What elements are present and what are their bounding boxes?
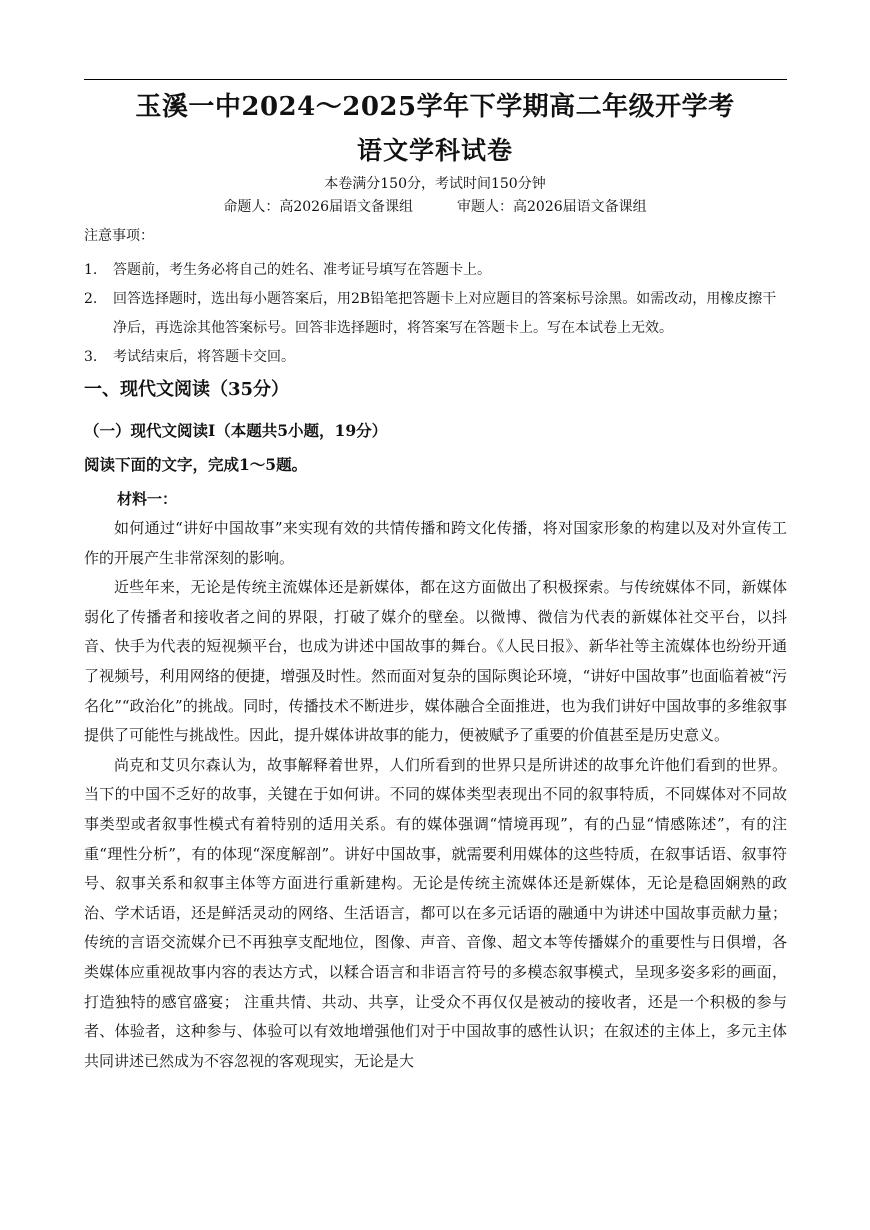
material-body — [84, 514, 787, 1076]
exam-subtitle: 语文学科试卷 — [356, 136, 513, 165]
author-line — [0, 197, 870, 217]
score-time-line: 本卷满分150分，考试时间150分钟 — [324, 176, 546, 192]
notice-item-text: 考试结束后，将答题卡交回。 — [113, 349, 295, 365]
reading-instruction: 阅读下面的文字，完成1～5题。 — [84, 455, 308, 474]
material-label: 材料一： — [117, 490, 178, 508]
section-heading: 一、现代文阅读（35分） — [84, 379, 290, 400]
exam-title: 玉溪一中2024～2025学年下学期高二年级开学考 — [135, 92, 735, 122]
notice-item-number: 2. — [84, 291, 98, 307]
notice-item-text: 答题前，考生务必将自己的姓名、准考证号填写在答题卡上。 — [113, 262, 491, 278]
top-rule — [84, 79, 787, 80]
subsection-heading: （一）现代文阅读Ⅰ（本题共5小题，19分） — [84, 421, 388, 440]
notice-title: 注意事项： — [84, 228, 154, 244]
notice-item — [84, 256, 790, 285]
setter-text: 命题人：高2026届语文备课组 — [223, 199, 413, 215]
notice-item — [84, 285, 790, 343]
body-paragraph: 如何通过“讲好中国故事”来实现有效的共情传播和跨文化传播，将对国家形象的构建以及对外宣传工作的开展产生非常深刻的影响。 — [84, 519, 787, 567]
notice-item-text: 回答选择题时，选出每小题答案后，用2B铅笔把答题卡上对应题目的答案标号涂黑。如需改动，用橡皮擦干净后，再选涂其他答案标号。回答非选择题时，将答案写在答题卡上。写在本试卷上无效。 — [113, 291, 777, 336]
notice-item-number: 1. — [84, 262, 98, 278]
notice-item — [84, 343, 790, 372]
notice-item-number: 3. — [84, 349, 98, 365]
body-paragraph: 近些年来，无论是传统主流媒体还是新媒体，都在这方面做出了积极探索。与传统媒体不同，新媒体弱化了传播者和接收者之间的界限，打破了媒介的壁垒。以微博、微信为代表的新媒体社交平台，以抖音、快手为代表的短视频平台，也成为讲述中国故事的舞台。《人民日报》、新华社等主流媒体也纷纷开通了视频号，利用网络的便捷，增强及时性。然而面对复杂的国际舆论环境，“讲好中国故事”也面临着被“污名化”“政治化”的挑战。同时，传播技术不断进步，媒体融合全面推进，也为我们讲好中国故事的多维叙事提供了可能性与挑战性。因此，提升媒体讲故事的能力，便被赋予了重要的价值甚至是历史意义。 — [84, 578, 787, 745]
notice-list — [84, 256, 790, 372]
reviewer-text: 审题人：高2026届语文备课组 — [457, 199, 647, 215]
body-paragraph: 尚克和艾贝尔森认为，故事解释着世界，人们所看到的世界只是所讲述的故事允许他们看到的世界。当下的中国不乏好的故事，关键在于如何讲。不同的媒体类型表现出不同的叙事特质，不同媒体对不同故事类型或者叙事性模式有着特别的适用关系。有的媒体强调“情境再现”，有的凸显“情感陈述”，有的注重“理性分析”，有的体现“深度解剖”。讲好中国故事，就需要利用媒体的这些特质，在叙事话语、叙事符号、叙事关系和叙事主体等方面进行重新建构。无论是传统主流媒体还是新媒体，无论是稳固娴熟的政治、学术话语，还是鲜活灵动的网络、生活语言，都可以在多元话语的融通中为讲述中国故事贡献力量；传统的言语交流媒介已不再独享支配地位，图像、声音、音像、超文本等传播媒介的重要性与日俱增，各类媒体应重视故事内容的表达方式，以糅合语言和非语言符号的多模态叙事模式，呈现多姿多彩的画面，打造独特的感官盛宴； 注重共情、共动、共享，让受众不再仅仅是被动的接收者，还是一个积极的参与者、体验者，这种参与、体验可以有效地增强他们对于中国故事的感性认识；在叙述的主体上，多元主体共同讲述已然成为不容忽视的客观现实，无论是大 — [84, 755, 787, 1070]
